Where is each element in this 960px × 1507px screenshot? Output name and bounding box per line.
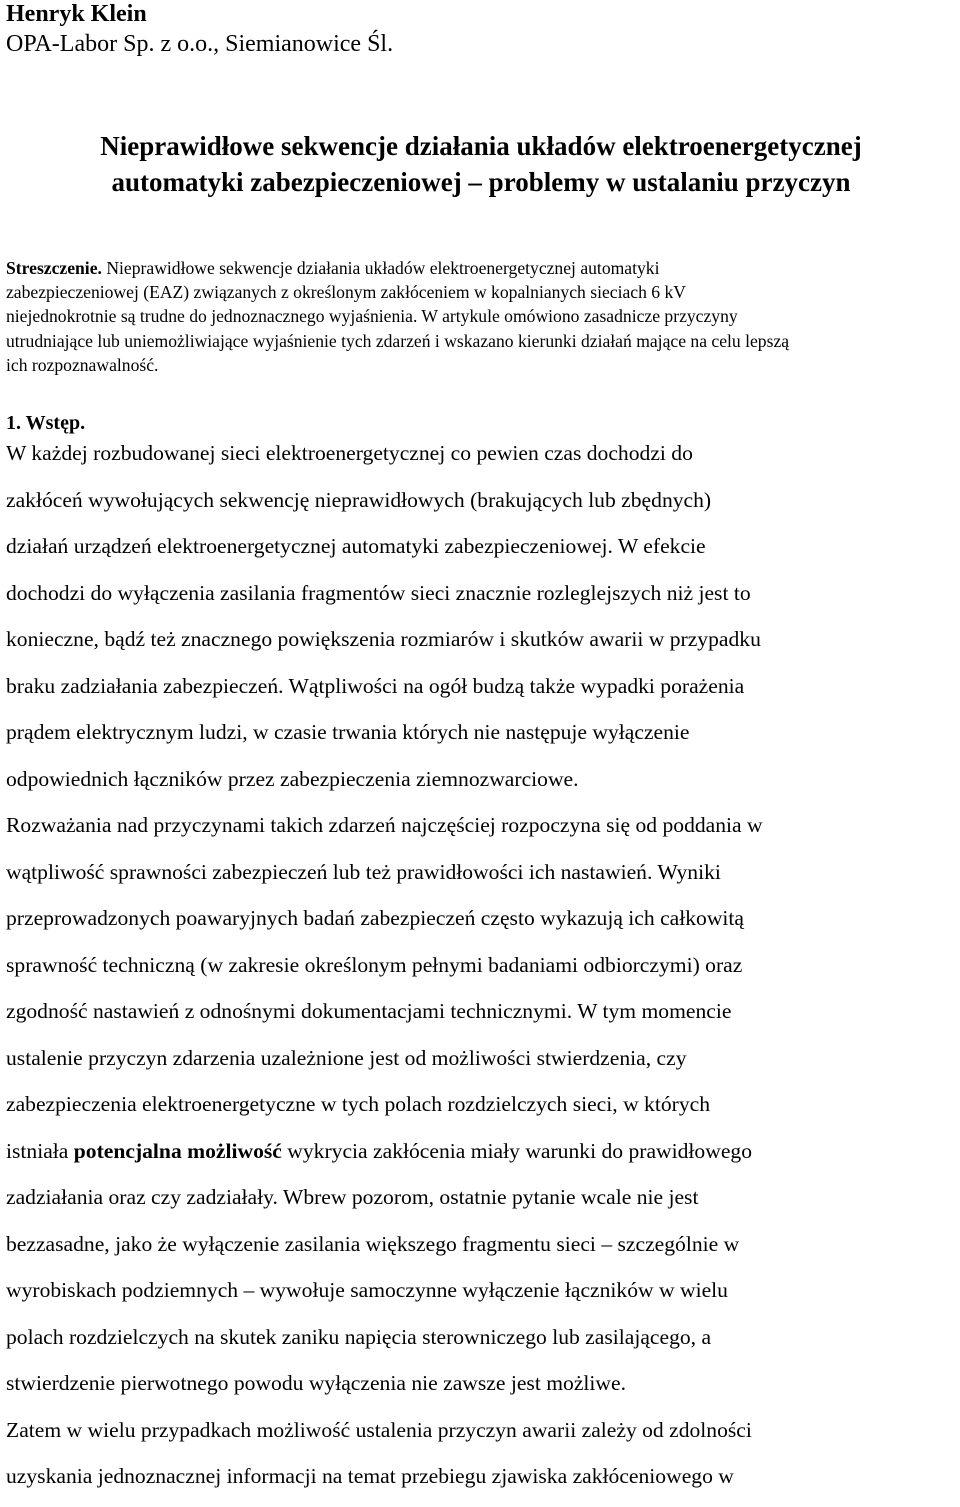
title-line: automatyki zabezpieczeniowej – problemy w ustalaniu przyczyn (111, 167, 851, 197)
body-line: zakłóceń wywołujących sekwencję nieprawidłowych (brakujących lub zbędnych) (6, 487, 712, 512)
title-line: Nieprawidłowe sekwencje działania układów elektroenergetycznej (100, 131, 862, 161)
body-line: ustalenie przyczyn zdarzenia uzależnione jest od możliwości stwierdzenia, czy (6, 1045, 687, 1070)
body-line: zabezpieczenia elektroenergetyczne w tych polach rozdzielczych sieci, w których (6, 1092, 711, 1116)
body-line: przeprowadzonych poawaryjnych badań zabezpieczeń często wykazują ich całkowitą (6, 906, 745, 930)
body-line: konieczne, bądź też znacznego powiększenia rozmiarów i skutków awarii w przypadku (6, 627, 761, 651)
body-text-segment: istniała (6, 1138, 74, 1163)
body-text-segment: wykrycia zakłócenia miały warunki do prawidłowego (281, 1138, 752, 1163)
abstract-text: Nieprawidłowe sekwencje działania układów elektroenergetycznej automatyki (101, 258, 660, 278)
body-line: bezzasadne, jako że wyłączenie zasilania większego fragmentu sieci – szczególnie w (6, 1231, 740, 1256)
body-line: polach rozdzielczych na skutek zaniku napięcia sterowniczego lub zasilającego, a (6, 1324, 712, 1349)
body-line: wyrobiskach podziemnych – wywołuje samoczynne wyłączenie łączników w wielu (6, 1278, 728, 1302)
author-name: Henryk Klein (6, 1, 147, 27)
body-line: uzyskania jednoznacznej informacji na temat przebiegu zjawiska zakłóceniowego w (6, 1464, 734, 1488)
body-line: W każdej rozbudowanej sieci elektroenergetycznej co pewien czas dochodzi do (6, 441, 693, 465)
abstract-line: ich rozpoznawalność. (6, 354, 159, 375)
body-line: Zatem w wielu przypadkach możliwość ustalenia przyczyn awarii zależy od zdolności (6, 1417, 752, 1442)
body-line (6, 1135, 958, 1182)
body-line: zadziałania oraz czy zadziałały. Wbrew pozorom, ostatnie pytanie wcale nie jest (6, 1185, 699, 1209)
body-line: wątpliwość sprawności zabezpieczeń lub też prawidłowości ich nastawień. Wyniki (6, 859, 721, 884)
abstract-line: niejednokrotnie są trudne do jednoznacznego wyjaśnienia. W artykule omówiono zasadnicze przyczyny (6, 306, 738, 327)
body-line: braku zadziałania zabezpieczeń. Wątpliwości na ogół budzą także wypadki porażenia (6, 673, 745, 698)
document-title (6, 128, 956, 200)
body-line: Rozważania nad przyczynami takich zdarzeń najczęściej rozpoczyna się od poddania w (6, 813, 763, 837)
body-line: odpowiednich łączników przez zabezpieczenia ziemnozwarciowe. (6, 766, 579, 791)
author-affiliation: OPA-Labor Sp. z o.o., Siemianowice Śl. (6, 31, 394, 57)
section-heading: 1. Wstęp. (6, 412, 86, 434)
abstract-line: utrudniające lub uniemożliwiające wyjaśnienie tych zdarzeń i wskazano kierunki działań mające na celu lepszą (6, 330, 790, 351)
body-line: prądem elektrycznym ludzi, w czasie trwania których nie następuje wyłączenie (6, 720, 690, 744)
abstract-line: zabezpieczeniowej (EAZ) związanych z określonym zakłóceniem w kopalnianych sieciach 6 kV (6, 282, 686, 303)
emphasized-phrase: potencjalna możliwość (73, 1138, 282, 1163)
abstract-label: Streszczenie. (6, 258, 102, 278)
body-line: zgodność nastawień z odnośnymi dokumentacjami technicznymi. W tym momencie (6, 999, 732, 1023)
body-line: stwierdzenie pierwotnego powodu wyłączenia nie zawsze jest możliwe. (6, 1371, 626, 1395)
abstract (6, 256, 958, 377)
body-line: sprawność techniczną (w zakresie określonym pełnymi badaniami odbiorczymi) oraz (6, 952, 743, 977)
body-line: dochodzi do wyłączenia zasilania fragmentów sieci znacznie rozleglejszych niż jest to (6, 580, 751, 605)
body-text (6, 437, 958, 1507)
body-line: działań urządzeń elektroenergetycznej automatyki zabezpieczeniowej. W efekcie (6, 534, 706, 558)
abstract-line (6, 256, 958, 280)
